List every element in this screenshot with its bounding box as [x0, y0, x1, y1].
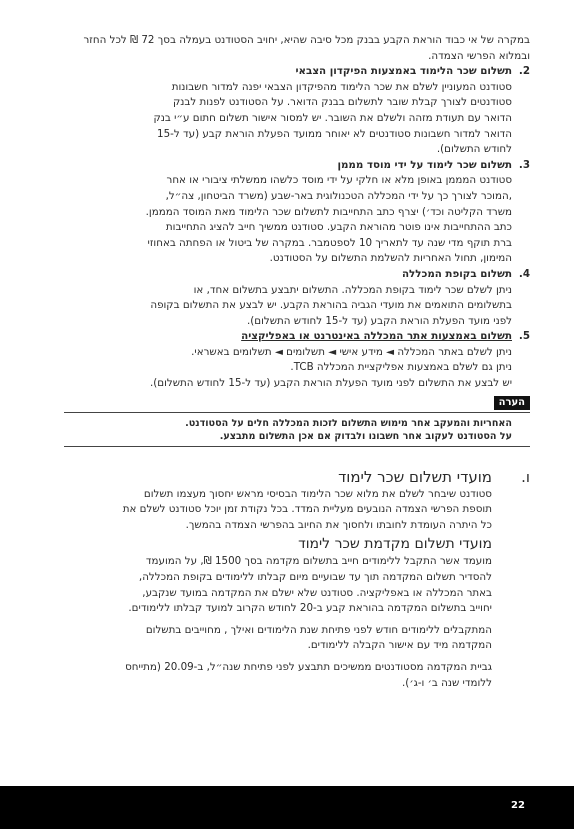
payment-method-item — [64, 267, 530, 329]
text-line: תוספת הפרשי הצמדה הנובעים מעליית המדד. בכל נקודת זמן יוכל סטודנט לשלם את — [122, 503, 492, 516]
text-line: גביית המקדמה מסטודנטים ממשיכים תתבצע לפני פתיחת שנה״ל, ב-20.09 (מתייחס — [125, 661, 492, 673]
text-line: להסדיר תשלום המקדמה תוך עד שבועיים מיום קבלתו ללימודים בקופת המכללה, — [138, 571, 492, 584]
text-line: כל היתרה העומדת לחובתו ולחסוך את החיוב בהפרשי הצמדה בהמשך. — [185, 518, 492, 531]
text-line: מועמד אשר התקבל ללימודים חייב בתשלום מקדמה בסך 1500 ₪, על המועמד — [145, 555, 492, 568]
text-line: המתקבלים ללימודים חודש לפני פתיחת שנת הלימודים ואילך , מחוייבים בתשלום — [145, 623, 492, 636]
text-line: ,המוכר לצורך כך על ידי המכללה הטכנולוגית באר-שבע (משרד הביטחון, צה״ל, — [165, 189, 512, 202]
item-heading: תשלום שכר לימוד על ידי מוסד מממן — [337, 158, 512, 171]
text-line: ללומדי שנה ב׳ ו-ג׳). — [402, 676, 492, 689]
section-payment-dates — [64, 467, 530, 692]
section-number: ו. — [521, 467, 530, 486]
note-label: הערה — [494, 396, 530, 410]
text-line: ניתן גם לשלם באמצעות אפליקציית המכללה TCB. — [290, 361, 512, 374]
subsection-title: מועדי תשלום מקדמת שכר לימוד — [298, 536, 492, 553]
text-line: ניתן לשלם שכר לימוד בקופת המכללה. התשלום יתבצע בתשלום אחד, או — [193, 283, 512, 296]
item-heading: תשלום באמצעות אתר המכללה באינטרנט או באפליקציה — [241, 330, 512, 343]
text-line: יחוייב בתשלום המקדמה בהוראת קבע ב-20 לחודש הקרוב למועד קבלתו ללימודים. — [128, 602, 492, 615]
subsection-paragraph — [64, 660, 492, 691]
text-line: ברת תוקף מדי שנה עד לתאריך 10 לספטמבר. במקרה של ביטול או הפחתה באחוזי — [147, 236, 512, 249]
text-line: ניתן לשלם באתר המכללה ◄ מידע אישי ◄ תשלומים ◄ תשלומים באשראי. — [191, 345, 512, 358]
text-line: בתשלומים התואמים את מועדי הגביה בהוראת הקבע. יש לבצע את התשלום בקופה — [150, 299, 512, 312]
text-line: יש לבצע את התשלום לפני מועד הפעלת הוראת הקבע (עד ל-15 לחודש התשלום). — [149, 377, 512, 390]
text-line: המקדמה מיד עם אישור הקבלה ללימודים. — [307, 639, 492, 652]
payment-method-item — [64, 64, 530, 158]
text-line: באתר המכללה או באפליקציה. סטודנט שלא ישלם את המקדמה במועד שנקבע, — [142, 586, 492, 599]
text-line: סטודנט המעוניין לשלם את שכר הלימוד מהפיקדון הצבאי יפנה למדור חשבונות — [171, 80, 512, 93]
item-number: 4. — [518, 267, 530, 280]
text-line: לפני מועד הפעלת הוראת הקבע (עד ל-15 לחודש התשלום). — [246, 314, 512, 327]
text-line: סטודנט שיבחר לשלם את מלוא שכר הלימוד הבסיסי מראש יחסוך מעצמו תשלום — [143, 487, 492, 500]
payment-method-item — [64, 329, 530, 391]
item-number: 2. — [518, 65, 530, 78]
section-intro — [64, 487, 492, 534]
note-text — [64, 417, 530, 447]
text-line: משרד הקליטה וכד׳) יצרף כתב התחייבות לתשלום שכר הלימוד מאת המוסד המממן. — [145, 205, 512, 218]
payment-methods-list — [64, 64, 530, 391]
text-line: לחודש התשלום). — [436, 143, 512, 156]
note-header — [64, 395, 530, 413]
subsection-paragraph — [64, 554, 492, 616]
page-footer — [0, 786, 574, 829]
page-content — [64, 33, 530, 691]
payment-method-item — [64, 158, 530, 267]
note-line: על הסטודנט לעקוב אחר חשבונו ולבדוק אם אכן התשלום מתבצע. — [219, 430, 512, 442]
text-line: כתב ההתחייבות אינו פוטר מהוראת הקבע. סטודנט ממשיך חייב להציג התחייבות — [165, 221, 512, 234]
text-line: הדואר עם תעודת מזהה ולשלם את השובר. יש למסור אישור תשלום חתום ע״י בנק — [153, 111, 512, 124]
item-heading: תשלום שכר הלימוד באמצעות הפיקדון הצבאי — [295, 65, 512, 78]
text-line: המימון, תחול האחריות להשלמת התשלום על הסטודנט. — [269, 252, 512, 265]
note-line: האחריות והמעקב אחר מימוש התשלום לזכות המכללה חלים על הסטודנט. — [185, 417, 512, 429]
section-title: מועדי תשלום שכר לימוד — [338, 467, 492, 486]
item-heading: תשלום בקופת המכללה — [401, 267, 512, 280]
page-number: 22 — [511, 800, 525, 811]
text-line: הדואר למדור חשבונות סטודנטים לא יאוחר ממועד הפעלת הוראת קבע (עד ל-15 — [157, 127, 512, 140]
intro-paragraph: במקרה של אי כבוד הוראת הקבע בבנק מכל סיבה שהיא, יחויב הסטודנט בעמלה בסך 72 ₪ לכל החזר ובמלוא הפרשי הצמדה. — [83, 34, 530, 62]
item-number: 5. — [518, 330, 530, 343]
item-number: 3. — [518, 158, 530, 171]
text-line: סטודנטים לצורך קבלת שובר לתשלום בבנק הדואר. על הסטודנט לפנות לבנק — [173, 96, 512, 109]
subsection-paragraph — [64, 623, 492, 654]
text-line: סטודנט המממן באופן מלא או חלקי על ידי מוסד כלשהו ממשלתי ציבורי או אחר — [166, 174, 512, 187]
